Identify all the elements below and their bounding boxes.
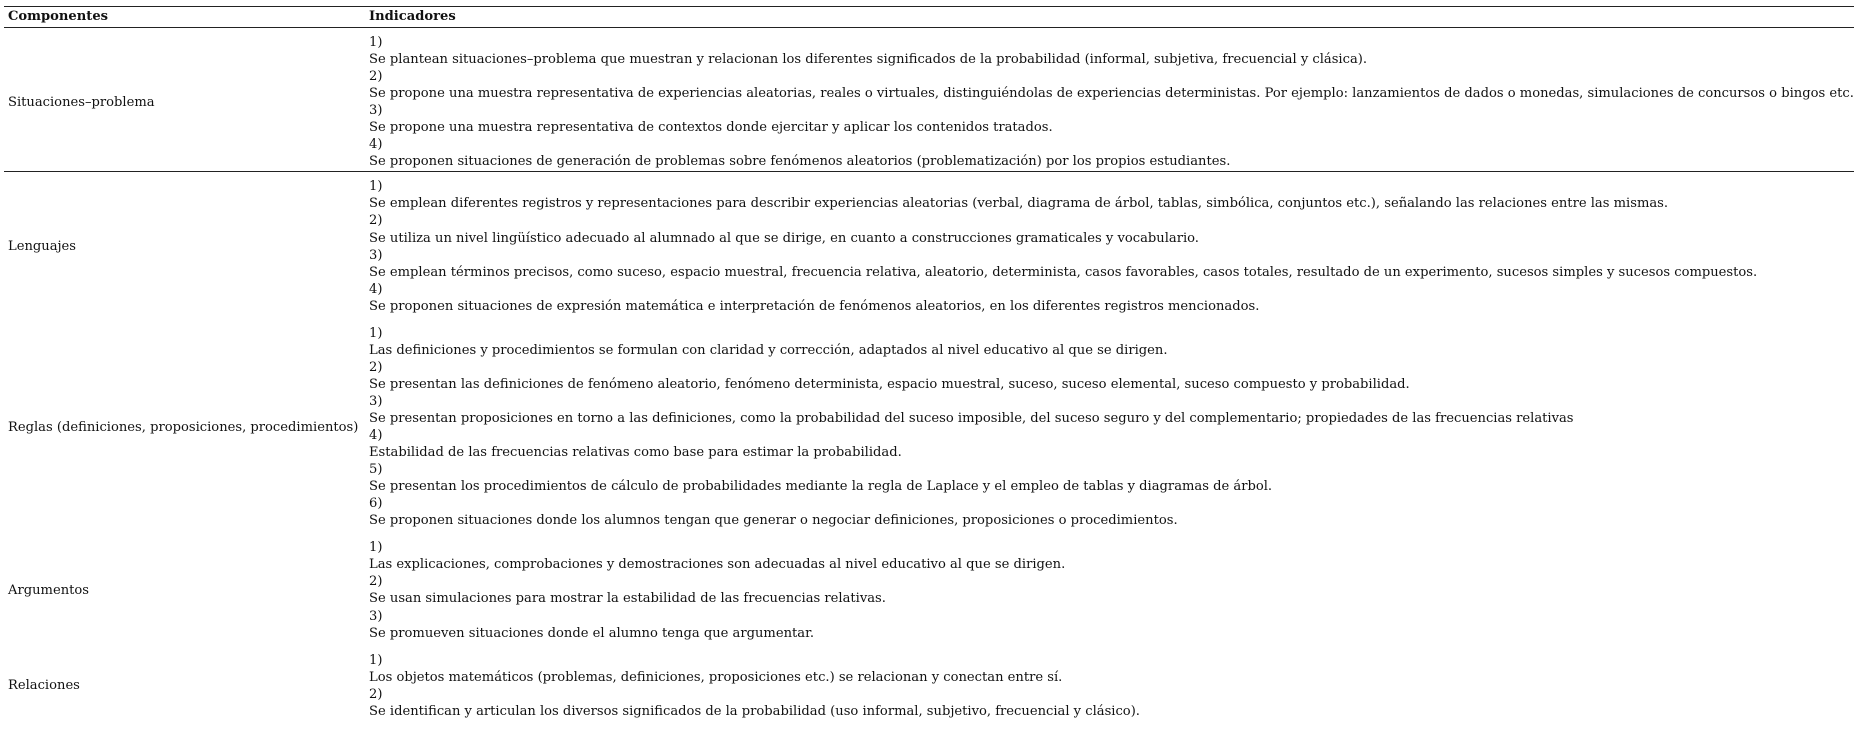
indicator-number: 3)	[369, 608, 383, 624]
indicator-list	[365, 320, 1854, 535]
table-body	[4, 28, 1854, 725]
indicator-number: 2)	[369, 69, 383, 85]
indicator-number: 1)	[369, 35, 383, 50]
indicator-text: Se utiliza un nivel lingüístico adecuado al alumnado al que se dirige, en cuanto a construcciones gramaticales y vocabulario.	[369, 230, 1199, 246]
indicator-text: Se usan simulaciones para mostrar la estabilidad de las frecuencias relativas.	[369, 591, 886, 607]
table-row	[4, 172, 1854, 320]
indicator-text: Se propone una muestra representativa de experiencias aleatorias, reales o virtuales, distinguiéndolas de experiencias deterministas. Por ejemplo: lanzamientos de dados o monedas, simulaciones de concursos o bingos etc.	[369, 86, 1854, 102]
table-row	[4, 534, 1854, 646]
component-name: Lenguajes	[8, 239, 77, 255]
indicator-text: Se emplean términos precisos, como suceso, espacio muestral, frecuencia relativa, aleatorio, determinista, casos favorables, casos totales, resultado de un experimento, sucesos simples y sucesos compuestos.	[369, 264, 1758, 280]
header-components: Componentes	[4, 7, 365, 28]
indicator-number: 2)	[369, 686, 383, 702]
indicator-number: 4)	[369, 428, 383, 444]
indicator-number: 3)	[369, 103, 383, 119]
components-indicators-table	[4, 6, 1854, 725]
indicator-number: 2)	[369, 359, 383, 375]
indicator-text: Se promueven situaciones donde el alumno tenga que argumentar.	[369, 625, 815, 641]
indicator-number: 4)	[369, 281, 383, 297]
table-header	[4, 7, 1854, 28]
header-indicators: Indicadores	[365, 7, 1854, 28]
component-name: Relaciones	[8, 678, 80, 694]
indicator-list	[365, 647, 1854, 725]
indicator-number: 2)	[369, 574, 383, 590]
indicator-text: Los objetos matemáticos (problemas, definiciones, proposiciones etc.) se relacionan y conectan entre sí.	[369, 669, 1063, 685]
indicator-number: 1)	[369, 179, 383, 195]
indicator-text: Se proponen situaciones de generación de problemas sobre fenómenos aleatorios (problematización) por los propios estudiantes.	[369, 154, 1231, 170]
indicator-text: Se proponen situaciones donde los alumnos tengan que generar o negociar definiciones, proposiciones o procedimientos.	[369, 513, 1178, 529]
indicator-text: Se emplean diferentes registros y representaciones para describir experiencias aleatorias (verbal, diagrama de árbol, tablas, simbólica, conjuntos etc.), señalando las relaciones entre las mismas.	[369, 196, 1669, 212]
indicator-text: Se identifican y articulan los diversos significados de la probabilidad (uso informal, subjetivo, frecuencial y clásico).	[369, 703, 1140, 719]
indicator-text: Se propone una muestra representativa de contextos donde ejercitar y aplicar los contenidos tratados.	[369, 120, 1053, 136]
table-row	[4, 320, 1854, 535]
indicator-text: Las definiciones y procedimientos se formulan con claridad y corrección, adaptados al nivel educativo al que se dirigen.	[369, 342, 1168, 358]
indicator-list	[365, 172, 1854, 320]
indicator-number: 1)	[369, 540, 383, 556]
indicator-number: 1)	[369, 325, 383, 341]
indicator-text: Las explicaciones, comprobaciones y demostraciones son adecuadas al nivel educativo al que se dirigen.	[369, 557, 1066, 573]
indicator-number: 6)	[369, 496, 383, 512]
header-row	[4, 7, 1854, 28]
indicator-number: 3)	[369, 393, 383, 409]
indicator-list	[365, 28, 1854, 172]
indicator-text: Se presentan los procedimientos de cálculo de probabilidades mediante la regla de Laplace y el empleo de tablas y diagramas de árbol.	[369, 479, 1273, 495]
indicator-text: Estabilidad de las frecuencias relativas como base para estimar la probabilidad.	[369, 445, 902, 461]
indicator-number: 5)	[369, 462, 383, 478]
indicator-number: 4)	[369, 137, 383, 153]
indicator-list	[365, 534, 1854, 646]
indicator-number: 3)	[369, 247, 383, 263]
indicator-number: 1)	[369, 652, 383, 668]
table-row	[4, 647, 1854, 725]
indicator-text: Se proponen situaciones de expresión matemática e interpretación de fenómenos aleatorios, en los diferentes registros mencionados.	[369, 298, 1260, 314]
component-name: Situaciones–problema	[4, 28, 365, 172]
indicator-number: 2)	[369, 213, 383, 229]
indicator-text: Se presentan proposiciones en torno a las definiciones, como la probabilidad del suceso imposible, del suceso seguro y del complementario; propiedades de las frecuencias relativas	[369, 410, 1574, 426]
component-name: Argumentos	[8, 582, 89, 598]
table-row	[4, 28, 1854, 172]
component-name: Reglas (definiciones, proposiciones, procedimientos)	[8, 419, 359, 435]
indicator-text: Se plantean situaciones–problema que muestran y relacionan los diferentes significados de la probabilidad (informal, subjetiva, frecuencial y clásica).	[369, 52, 1368, 68]
indicator-text: Se presentan las definiciones de fenómeno aleatorio, fenómeno determinista, espacio muestral, suceso, suceso elemental, suceso compuesto y probabilidad.	[369, 376, 1410, 392]
